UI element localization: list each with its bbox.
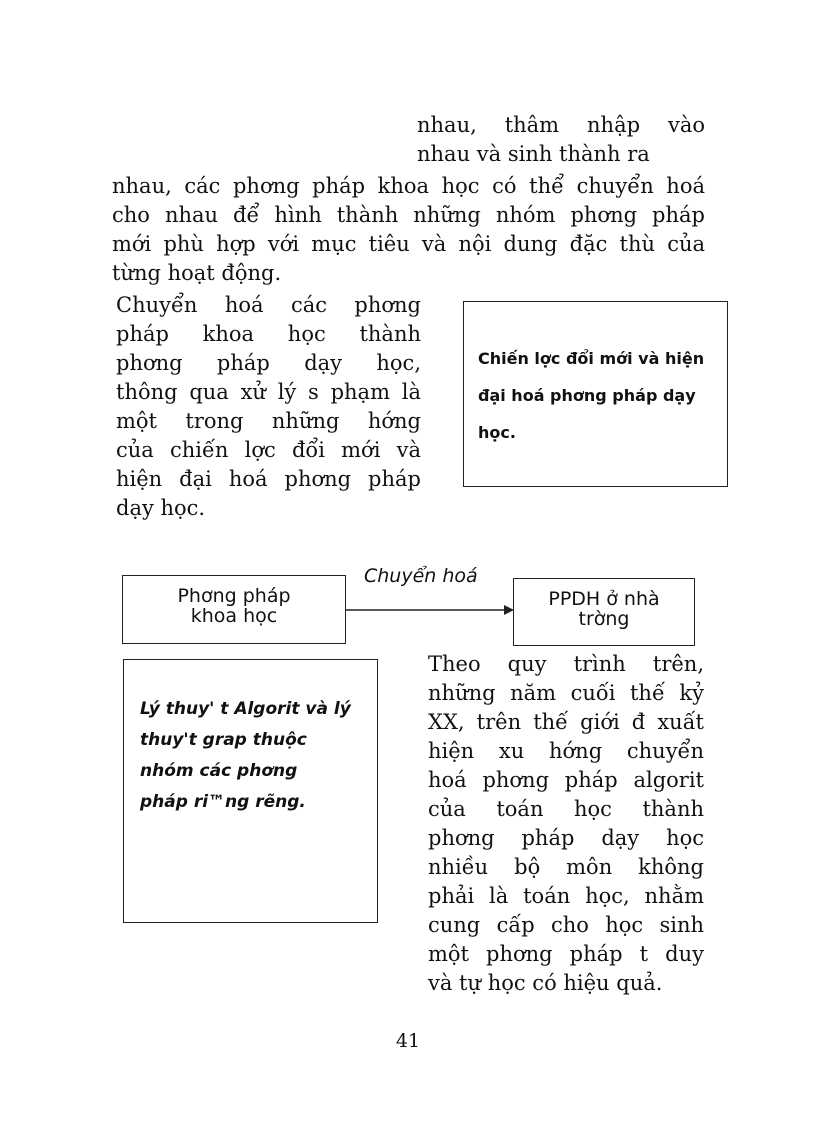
- callout-line: nhóm các phơng: [140, 761, 298, 781]
- text-line: nhiều bộ môn không: [428, 855, 704, 879]
- right-paragraph: [428, 650, 704, 998]
- flow-box-line: PPDH ở nhà: [548, 588, 660, 610]
- text-line: nhau và sinh thành ra: [417, 142, 650, 166]
- callout-line: học.: [478, 423, 516, 442]
- left-paragraph: [116, 291, 421, 523]
- text-line: XX, trên thế giới đ xuất: [428, 710, 704, 734]
- text-line: cho nhau để hình thành những nhóm phơng pháp: [112, 203, 705, 227]
- text-line: của toán học thành: [428, 797, 704, 821]
- text-line: phải là toán học, nhằm: [428, 884, 704, 908]
- flow-arrow: [346, 598, 514, 618]
- intro-paragraph: [112, 172, 705, 288]
- callout-line: Lý thuy' t Algorit và lý: [140, 699, 351, 719]
- callout-line: đại hoá phơng pháp dạy: [478, 386, 696, 405]
- text-line: một phơng pháp t duy: [428, 942, 704, 966]
- text-line: từng hoạt động.: [112, 261, 282, 285]
- text-line: nhau, các phơng pháp khoa học có thể chuyển hoá: [112, 174, 705, 198]
- text-line: dạy học.: [116, 496, 206, 520]
- text-line: pháp khoa học thành: [116, 322, 421, 346]
- text-line: Chuyển hoá các phơng: [116, 293, 421, 317]
- text-line: phơng pháp dạy học,: [116, 351, 421, 375]
- text-line: hiện đại hoá phơng pháp: [116, 467, 421, 491]
- text-line: Theo quy trình trên,: [428, 652, 704, 676]
- text-line: thông qua xử lý s phạm là: [116, 380, 421, 404]
- theory-callout-box: [123, 659, 378, 923]
- flow-arrow-label: Chuyển hoá: [364, 565, 478, 587]
- callout-line: thuy't grap thuộc: [140, 730, 307, 750]
- text-line: hiện xu hớng chuyển: [428, 739, 704, 763]
- text-line: của chiến lợc đổi mới và: [116, 438, 421, 462]
- flow-box-school-ppdh: [513, 578, 695, 646]
- strategy-callout-box: [463, 301, 728, 487]
- callout-line: pháp ri™ng rẽng.: [140, 792, 306, 812]
- flow-box-line: khoa học: [190, 605, 278, 627]
- text-line: những năm cuối thế kỷ: [428, 681, 704, 705]
- text-line: một trong những hớng: [116, 409, 421, 433]
- text-line: mới phù hợp với mục tiêu và nội dung đặc thù của: [112, 232, 705, 256]
- page-number: 41: [395, 1030, 421, 1052]
- text-line: nhau, thâm nhập vào: [417, 113, 705, 137]
- flow-box-line: trờng: [578, 608, 630, 630]
- flow-box-line: Phơng pháp: [177, 585, 291, 607]
- text-line: phơng pháp dạy học: [428, 826, 704, 850]
- intro-continuation-top: [417, 111, 705, 169]
- text-line: hoá phơng pháp algorit: [428, 768, 704, 792]
- text-line: cung cấp cho học sinh: [428, 913, 704, 937]
- callout-line: Chiến lợc đổi mới và hiện: [478, 349, 705, 368]
- flow-box-scientific-methods: [122, 575, 346, 644]
- text-line: và tự học có hiệu quả.: [428, 971, 663, 995]
